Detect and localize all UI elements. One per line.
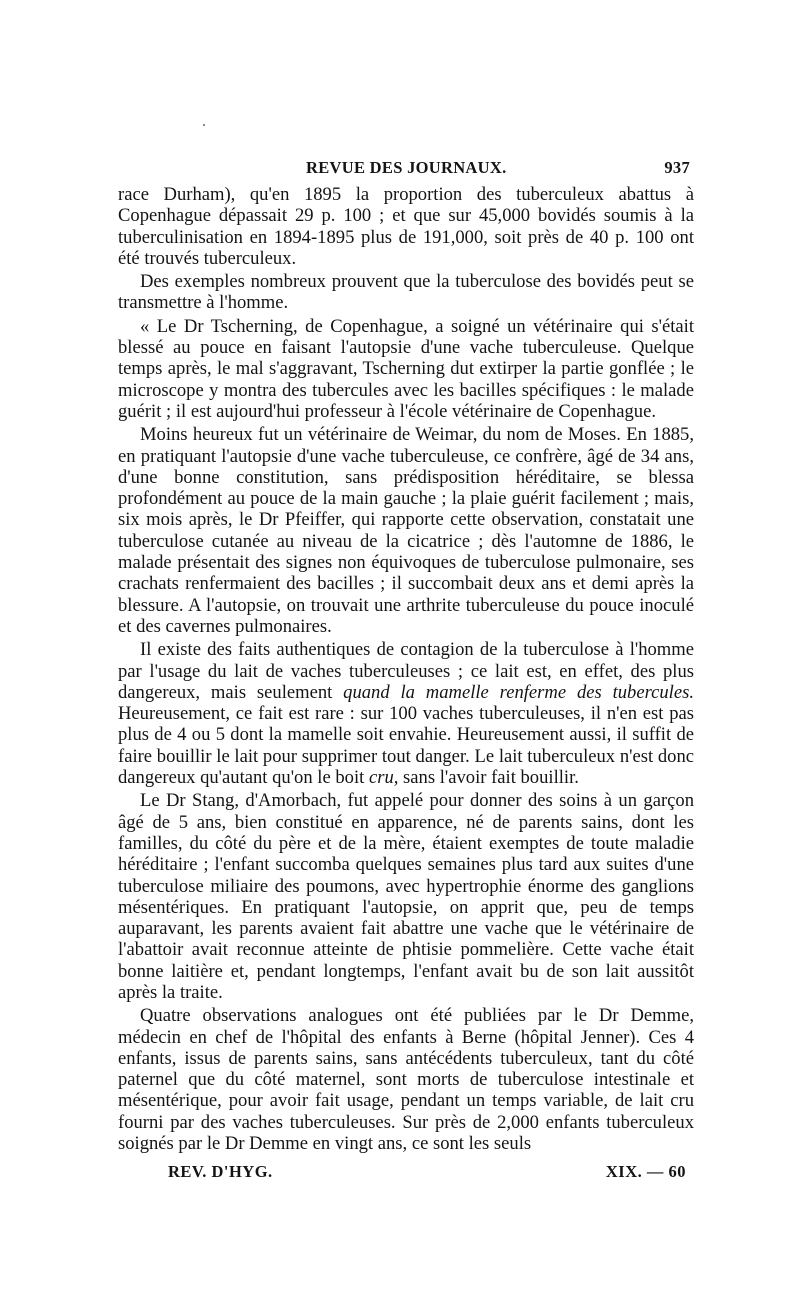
page-header [118, 158, 694, 186]
page-body [118, 184, 694, 1154]
paragraph-5-emphasis-cru: cru, [368, 767, 399, 789]
signature-mark: REV. D'HYG. [168, 1162, 273, 1181]
paragraph-1: race Durham), qu'en 1895 la proportion des tuberculeux abattus à Copenhague dépassait 29 p. 100 ; et que sur 45,000 bovidés soumis à la tuberculinisation en 1894-1895 plus de 191,000, soit près de 40 p. 100 ont été trouvés tuberculeux. [118, 184, 694, 269]
paragraph-5 [118, 639, 694, 788]
paragraph-5-emphasis: quand la mamelle renferme des tubercules. [343, 681, 694, 703]
paragraph-5-text-c: sans l'avoir fait bouillir. [403, 767, 579, 789]
print-speck [203, 124, 205, 126]
paragraph-7: Quatre observations analogues ont été publiées par le Dr Demme, médecin en chef de l'hôpital des enfants à Berne (hôpital Jenner). Ces 4 enfants, issus de parents sains, sans antécédents tuberculeux, tant du côté paternel que du côté maternel, sont morts de tuberculose intestinale et mésentérique, pour avoir fait usage, pendant un temps variable, de lait cru fourni par des vaches tuberculeuses. Sur près de 2,000 enfants tuberculeux soignés par le Dr Demme en vingt ans, ce sont les seuls [118, 1005, 694, 1155]
paragraph-5-text-a: Il existe des faits authentiques de contagion de la tuberculose à l'homme par l'usage du lait de vaches tuberculeuses ; ce lait est, en effet, des plus dangereux, mais seulement [118, 639, 694, 703]
paragraph-4: Moins heureux fut un vétérinaire de Weimar, du nom de Moses. En 1885, en pratiquant l'autopsie d'une vache tuberculeuse, ce confrère, âgé de 34 ans, d'une bonne constitution, sans prédisposition héréditaire, se blessa profondément au pouce de la main gauche ; la plaie guérit facilement ; mais, six mois après, le Dr Pfeiffer, qui rapporte cette observation, constatait une tuberculose cutanée au niveau de la cicatrice ; dès l'automne de 1886, le malade présentait des signes non équivoques de tuberculose pulmonaire, ses crachats renfermaient des bacilles ; il succombait deux ans et demi après la blessure. A l'autopsie, on trouvait une arthrite tuberculeuse du pouce inoculé et des cavernes pulmonaires. [118, 424, 694, 637]
volume-signature: XIX. — 60 [605, 1162, 686, 1181]
paragraph-5-text-b: Heureusement, ce fait est rare : sur 100 vaches tuberculeuses, il n'en est pas plus de 4 ou 5 dont la mamelle soit envahie. Heureusement aussi, il suffit de faire bouillir le lait pour supprimer tout danger. Le lait tuberculeux n'est donc dangereux qu'autant qu'on le boit [118, 703, 694, 789]
page-footer [168, 1162, 686, 1186]
paragraph-6: Le Dr Stang, d'Amorbach, fut appelé pour donner des soins à un garçon âgé de 5 ans, bien constitué en apparence, né de parents sains, dont les familles, du côté du père et de la mère, étaient exemptes de toute maladie héréditaire ; l'enfant succomba quelques semaines plus tard aux suites d'une tuberculose miliaire des poumons, avec hypertrophie énorme des ganglions mésentériques. En pratiquant l'autopsie, on apprit que, peu de temps auparavant, les parents avaient fait abattre une vache que le vétérinaire de l'abattoir avait reconnue atteinte de phtisie pommelière. Cette vache était bonne laitière et, pendant longtemps, l'enfant avait bu de son lait aussitôt après la traite. [118, 790, 694, 1003]
running-title: REVUE DES JOURNAUX. [306, 158, 507, 177]
paragraph-2: Des exemples nombreux prouvent que la tuberculose des bovidés peut se transmettre à l'homme. [118, 271, 694, 314]
page-number: 937 [664, 158, 690, 177]
paragraph-3: « Le Dr Tscherning, de Copenhague, a soigné un vétérinaire qui s'était blessé au pouce en faisant l'autopsie d'une vache tuberculeuse. Quelque temps après, le mal s'aggravant, Tscherning dut extirper la partie gonflée ; le microscope y montra des tubercules avec les bacilles spécifiques : le malade guérit ; il est aujourd'hui professeur à l'école vétérinaire de Copenhague. [118, 315, 694, 422]
